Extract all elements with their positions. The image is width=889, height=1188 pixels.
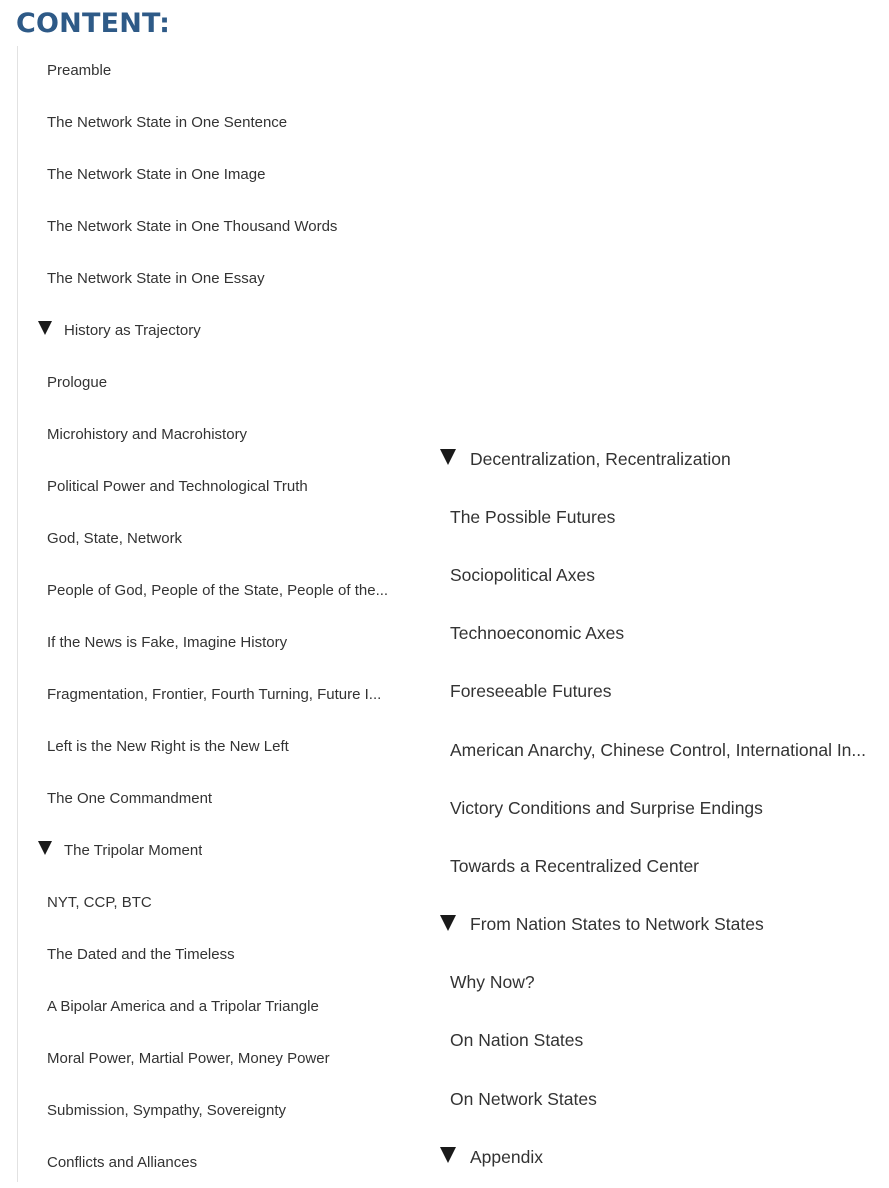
- toc-heading: CONTENT:: [16, 8, 171, 39]
- toc-item-label: Political Power and Technological Truth: [47, 477, 308, 495]
- toc-item-label: Preamble: [47, 61, 112, 79]
- toc-item-label: The One Commandment: [47, 789, 213, 807]
- toc-item-conflicts-and-alliances[interactable]: [0, 1136, 420, 1188]
- caret-down-icon[interactable]: [440, 449, 456, 465]
- toc-item-people-of-god-people-of-the-state-people-of-the[interactable]: [0, 564, 420, 616]
- toc-item-label: People of God, People of the State, People of the...: [47, 581, 389, 599]
- caret-down-icon[interactable]: [440, 915, 456, 931]
- toc-item-towards-a-recentralized-center[interactable]: [430, 837, 889, 895]
- toc-item-label: Decentralization, Recentralization: [470, 448, 731, 469]
- toc-item-on-nation-states[interactable]: [430, 1012, 889, 1070]
- toc-item-label: Foreseeable Futures: [450, 681, 612, 702]
- toc-item-nyt-ccp-btc[interactable]: [0, 876, 420, 928]
- toc-item-left-is-the-new-right-is-the-new-left[interactable]: [0, 720, 420, 772]
- toc-item-label: Prologue: [47, 373, 108, 391]
- toc-item-label: The Network State in One Thousand Words: [47, 217, 338, 235]
- toc-item-political-power-and-technological-truth[interactable]: [0, 460, 420, 512]
- toc-item-label: Submission, Sympathy, Sovereignty: [47, 1101, 286, 1119]
- toc-item-american-anarchy-chinese-control-international-in[interactable]: [430, 721, 889, 779]
- toc-item-the-network-state-in-one-image[interactable]: [0, 148, 420, 200]
- toc-item-foreseeable-futures[interactable]: [430, 663, 889, 721]
- toc-item-technoeconomic-axes[interactable]: [430, 605, 889, 663]
- toc-item-label: The Network State in One Image: [47, 165, 266, 183]
- toc-item-label: NYT, CCP, BTC: [47, 893, 152, 911]
- toc-item-preamble[interactable]: [0, 44, 420, 96]
- toc-item-label: History as Trajectory: [64, 321, 201, 339]
- toc-item-label: Conflicts and Alliances: [47, 1153, 198, 1171]
- toc-item-the-possible-futures[interactable]: [430, 488, 889, 546]
- toc-item-moral-power-martial-power-money-power[interactable]: [0, 1032, 420, 1084]
- toc-item-label: From Nation States to Network States: [470, 914, 764, 935]
- toc-item-label: If the News is Fake, Imagine History: [47, 633, 288, 651]
- toc-section-appendix[interactable]: [430, 1128, 889, 1186]
- toc-item-label: Technoeconomic Axes: [450, 623, 625, 644]
- toc-item-fragmentation-frontier-fourth-turning-future-i[interactable]: [0, 668, 420, 720]
- toc-item-on-network-states[interactable]: [430, 1070, 889, 1128]
- toc-item-sociopolitical-axes[interactable]: [430, 546, 889, 604]
- toc-right-column: [430, 430, 889, 1186]
- toc-item-why-now[interactable]: [430, 954, 889, 1012]
- toc-item-victory-conditions-and-surprise-endings[interactable]: [430, 779, 889, 837]
- toc-item-label: Moral Power, Martial Power, Money Power: [47, 1049, 330, 1067]
- toc-item-label: Microhistory and Macrohistory: [47, 425, 248, 443]
- toc-item-label: Appendix: [470, 1146, 543, 1167]
- toc-item-label: The Network State in One Sentence: [47, 113, 288, 131]
- toc-item-label: God, State, Network: [47, 529, 183, 547]
- toc-item-label: Why Now?: [450, 972, 535, 993]
- toc-item-prologue[interactable]: [0, 356, 420, 408]
- toc-section-history-as-trajectory[interactable]: [0, 304, 420, 356]
- toc-section-the-tripolar-moment[interactable]: [0, 824, 420, 876]
- toc-item-the-network-state-in-one-essay[interactable]: [0, 252, 420, 304]
- toc-item-label: The Dated and the Timeless: [47, 945, 235, 963]
- toc-item-label: Victory Conditions and Surprise Endings: [450, 797, 763, 818]
- toc-item-label: On Nation States: [450, 1030, 584, 1051]
- toc-item-label: Left is the New Right is the New Left: [47, 737, 289, 755]
- toc-item-the-one-commandment[interactable]: [0, 772, 420, 824]
- toc-left-column: [0, 44, 420, 1188]
- toc-item-the-dated-and-the-timeless[interactable]: [0, 928, 420, 980]
- toc-item-label: A Bipolar America and a Tripolar Triangle: [47, 997, 319, 1015]
- toc-item-label: Fragmentation, Frontier, Fourth Turning, Future I...: [47, 685, 382, 703]
- toc-item-if-the-news-is-fake-imagine-history[interactable]: [0, 616, 420, 668]
- toc-item-label: The Tripolar Moment: [64, 841, 203, 859]
- toc-item-label: American Anarchy, Chinese Control, International In...: [450, 739, 867, 760]
- toc-item-label: On Network States: [450, 1088, 597, 1109]
- toc-item-microhistory-and-macrohistory[interactable]: [0, 408, 420, 460]
- toc-item-god-state-network[interactable]: [0, 512, 420, 564]
- toc-item-the-network-state-in-one-sentence[interactable]: [0, 96, 420, 148]
- toc-item-submission-sympathy-sovereignty[interactable]: [0, 1084, 420, 1136]
- toc-item-label: The Possible Futures: [450, 506, 616, 527]
- toc-item-a-bipolar-america-and-a-tripolar-triangle[interactable]: [0, 980, 420, 1032]
- toc-item-label: Sociopolitical Axes: [450, 564, 595, 585]
- toc-section-decentralization-recentralization[interactable]: [430, 430, 889, 488]
- toc-section-from-nation-states-to-network-states[interactable]: [430, 896, 889, 954]
- toc-item-label: Towards a Recentralized Center: [450, 855, 700, 876]
- caret-down-icon[interactable]: [38, 321, 52, 335]
- caret-down-icon[interactable]: [38, 841, 52, 855]
- caret-down-icon[interactable]: [440, 1147, 456, 1163]
- toc-item-the-network-state-in-one-thousand-words[interactable]: [0, 200, 420, 252]
- toc-item-label: The Network State in One Essay: [47, 269, 265, 287]
